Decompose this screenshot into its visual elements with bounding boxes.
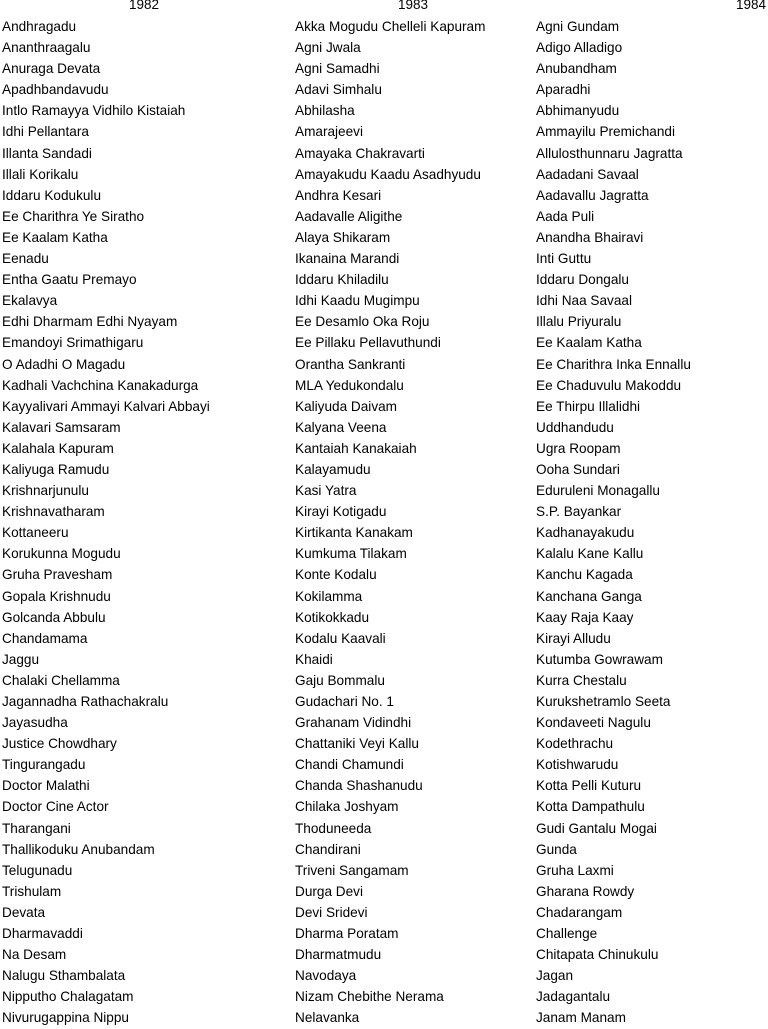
film-title: Gruha Laxmi xyxy=(536,862,614,878)
film-title: Chattaniki Veyi Kallu xyxy=(295,736,419,752)
film-title: Gaju Bommalu xyxy=(295,672,385,688)
film-title: Nizam Chebithe Nerama xyxy=(295,989,444,1005)
film-title: Anuraga Devata xyxy=(2,61,101,77)
film-title: O Adadhi O Magadu xyxy=(2,356,126,372)
film-title: Tharangani xyxy=(2,820,71,836)
film-title: Jagannadha Rathachakralu xyxy=(2,694,169,709)
film-title: Ee Charithra Inka Ennallu xyxy=(536,356,691,372)
film-title: Akka Mogudu Chelleli Kapuram xyxy=(295,19,486,34)
film-title: Uddhandudu xyxy=(536,419,614,435)
film-title: Entha Gaatu Premayo xyxy=(2,272,137,288)
film-title: Devi Sridevi xyxy=(295,904,368,920)
film-title: Krishnavatharam xyxy=(2,504,105,520)
film-title: Kurukshetramlo Seeta xyxy=(536,694,671,709)
film-title: Chanda Shashanudu xyxy=(295,778,423,794)
film-title: Telugunadu xyxy=(2,862,73,878)
film-title: Chadarangam xyxy=(536,904,623,920)
film-title: Kotta Pelli Kuturu xyxy=(536,778,642,794)
film-title: Kalavari Samsaram xyxy=(2,419,121,435)
film-title: Gopala Krishnudu xyxy=(2,588,111,604)
film-title: Amayakudu Kaadu Asadhyudu xyxy=(295,166,481,182)
film-title: Iddaru Kodukulu xyxy=(2,187,102,203)
film-title: Abhimanyudu xyxy=(536,103,620,119)
film-title: Aada Puli xyxy=(536,208,595,224)
film-title: Kalyana Veena xyxy=(295,419,387,435)
film-title: Eenadu xyxy=(2,251,49,267)
film-title: Ee Kaalam Katha xyxy=(536,335,642,351)
film-title: Kottaneeru xyxy=(2,525,69,541)
year-header-1984: 1984 xyxy=(736,0,767,12)
film-title: Ee Thirpu Illalidhi xyxy=(536,398,641,414)
film-title: Kotta Dampathulu xyxy=(536,799,645,815)
film-title: Ugra Roopam xyxy=(536,440,621,456)
film-title: Nalugu Sthambalata xyxy=(2,968,126,984)
film-title: Kaay Raja Kaay xyxy=(536,609,634,625)
film-title: MLA Yedukondalu xyxy=(295,377,404,393)
film-title: Inti Guttu xyxy=(536,251,592,267)
film-title: Trishulam xyxy=(2,883,62,899)
film-title: Kumkuma Tilakam xyxy=(295,546,407,562)
film-title: Kodethrachu xyxy=(536,736,614,752)
film-title: Chandi Chamundi xyxy=(295,757,404,773)
film-title: Iddaru Dongalu xyxy=(536,272,629,288)
film-title: Kirtikanta Kanakam xyxy=(295,525,413,541)
film-title: Amarajeevi xyxy=(295,124,363,140)
film-list-1984 xyxy=(536,16,691,1029)
film-title: Ee Charithra Ye Siratho xyxy=(2,208,145,224)
film-title: Kutumba Gowrawam xyxy=(536,651,663,667)
film-title: Kadhali Vachchina Kanakadurga xyxy=(2,377,199,393)
film-title: Kokilamma xyxy=(295,588,363,604)
film-list-1983 xyxy=(295,16,485,1029)
film-title: Kayyalivari Ammayi Kalvari Abbayi xyxy=(2,398,210,414)
film-title: Triveni Sangamam xyxy=(295,862,409,878)
film-title: Gudachari No. 1 xyxy=(295,694,394,709)
film-title: Kasi Yatra xyxy=(295,483,357,499)
film-title: Kondaveeti Nagulu xyxy=(536,715,651,731)
film-title: Orantha Sankranti xyxy=(295,356,406,372)
film-title: Illali Korikalu xyxy=(2,166,79,182)
film-title: Chandamama xyxy=(2,630,88,646)
film-title: Gudi Gantalu Mogai xyxy=(536,820,657,836)
film-title: Grahanam Vidindhi xyxy=(295,715,412,731)
film-title: Dharmavaddi xyxy=(2,926,83,942)
film-title: Emandoyi Srimathigaru xyxy=(2,335,144,351)
film-title: Kirayi Alludu xyxy=(536,630,611,646)
film-title: Agni Gundam xyxy=(536,19,620,34)
film-title: Kotikokkadu xyxy=(295,609,370,625)
film-title: Gruha Pravesham xyxy=(2,567,113,583)
film-title: Ee Chaduvulu Makoddu xyxy=(536,377,682,393)
film-title: Agni Jwala xyxy=(295,40,361,56)
film-title: Jayasudha xyxy=(2,715,68,731)
film-title: Idhi Naa Savaal xyxy=(536,293,632,309)
film-title: Aadavalle Aligithe xyxy=(295,208,403,224)
film-title: Doctor Malathi xyxy=(2,778,90,794)
film-title: Andhra Kesari xyxy=(295,187,382,203)
film-title: Chitapata Chinukulu xyxy=(536,947,659,963)
film-title: Ee Pillaku Pellavuthundi xyxy=(295,335,441,351)
year-header-1982: 1982 xyxy=(129,0,160,12)
film-title: Ikanaina Marandi xyxy=(295,251,400,267)
film-title: Kaliyuga Ramudu xyxy=(2,461,110,477)
film-title: Khaidi xyxy=(295,651,333,667)
film-title: Nelavanka xyxy=(295,1010,360,1026)
film-title: Nipputho Chalagatam xyxy=(2,989,134,1005)
film-title: Devata xyxy=(2,904,46,920)
film-title: Amayaka Chakravarti xyxy=(295,145,425,161)
film-title: Dharmatmudu xyxy=(295,947,382,963)
film-title: Aadadani Savaal xyxy=(536,166,639,182)
film-title: Ooha Sundari xyxy=(536,461,620,477)
film-title: Justice Chowdhary xyxy=(2,736,117,752)
film-title: Ekalavya xyxy=(2,293,58,309)
film-title: Aadavallu Jagratta xyxy=(536,187,649,203)
film-title: Kanchana Ganga xyxy=(536,588,642,604)
film-title: Navodaya xyxy=(295,968,357,984)
film-title: Kalahala Kapuram xyxy=(2,440,114,456)
film-title: Idhi Kaadu Mugimpu xyxy=(295,293,420,309)
film-title: Eduruleni Monagallu xyxy=(536,483,660,499)
film-title: Intlo Ramayya Vidhilo Kistaiah xyxy=(2,103,186,119)
film-title: Anandha Bhairavi xyxy=(536,229,644,245)
film-title: Chandirani xyxy=(295,841,361,857)
film-title: Kirayi Kotigadu xyxy=(295,504,387,520)
film-title: Ee Kaalam Katha xyxy=(2,229,108,245)
film-title: Chilaka Joshyam xyxy=(295,799,399,815)
film-title: Illalu Priyuralu xyxy=(536,314,622,330)
film-title: Nivurugappina Nippu xyxy=(2,1010,129,1026)
film-title: Kurra Chestalu xyxy=(536,672,627,688)
film-title: Adavi Simhalu xyxy=(295,82,382,98)
film-title: S.P. Bayankar xyxy=(536,504,622,520)
film-title: Jagan xyxy=(536,968,574,984)
film-title: Anubandham xyxy=(536,61,617,77)
film-title: Kotishwarudu xyxy=(536,757,619,773)
film-title: Kalayamudu xyxy=(295,461,371,477)
film-title: Kanchu Kagada xyxy=(536,567,633,583)
film-title: Andhragadu xyxy=(2,19,77,34)
film-title: Gharana Rowdy xyxy=(536,883,635,899)
film-title: Tingurangadu xyxy=(2,757,86,773)
film-title: Doctor Cine Actor xyxy=(2,799,109,815)
film-title: Aparadhi xyxy=(536,82,591,98)
film-title: Golcanda Abbulu xyxy=(2,609,106,625)
film-title: Thoduneeda xyxy=(295,820,372,836)
film-title: Krishnarjunulu xyxy=(2,483,89,499)
film-title: Jadagantalu xyxy=(536,989,611,1005)
film-title: Apadhbandavudu xyxy=(2,82,109,98)
film-title: Edhi Dharmam Edhi Nyayam xyxy=(2,314,178,330)
film-title: Jaggu xyxy=(2,651,40,667)
film-list-1982 xyxy=(2,16,210,1029)
film-title: Chalaki Chellamma xyxy=(2,672,120,688)
year-header-1983: 1983 xyxy=(398,0,429,12)
film-title: Agni Samadhi xyxy=(295,61,380,77)
film-title: Ammayilu Premichandi xyxy=(536,124,676,140)
film-title: Ananthraagalu xyxy=(2,40,91,56)
film-title: Janam Manam xyxy=(536,1010,626,1026)
film-title: Kaliyuda Daivam xyxy=(295,398,397,414)
film-title: Kalalu Kane Kallu xyxy=(536,546,644,562)
film-title: Na Desam xyxy=(2,947,67,963)
film-title: Dharma Poratam xyxy=(295,926,399,942)
film-title: Iddaru Khiladilu xyxy=(295,272,389,288)
film-title: Kadhanayakudu xyxy=(536,525,635,541)
film-title: Thallikoduku Anubandam xyxy=(2,841,155,857)
film-title: Ee Desamlo Oka Roju xyxy=(295,314,430,330)
film-title: Abhilasha xyxy=(295,103,355,119)
film-title: Alaya Shikaram xyxy=(295,229,391,245)
film-title: Illanta Sandadi xyxy=(2,145,92,161)
film-title: Durga Devi xyxy=(295,883,363,899)
film-title: Adigo Alladigo xyxy=(536,40,623,56)
film-title: Idhi Pellantara xyxy=(2,124,89,140)
film-title: Konte Kodalu xyxy=(295,567,377,583)
film-title: Gunda xyxy=(536,841,577,857)
film-title: Challenge xyxy=(536,926,598,942)
film-title: Kantaiah Kanakaiah xyxy=(295,440,417,456)
film-title: Allulosthunnaru Jagratta xyxy=(536,145,683,161)
film-title: Kodalu Kaavali xyxy=(295,630,386,646)
film-title: Korukunna Mogudu xyxy=(2,546,121,562)
